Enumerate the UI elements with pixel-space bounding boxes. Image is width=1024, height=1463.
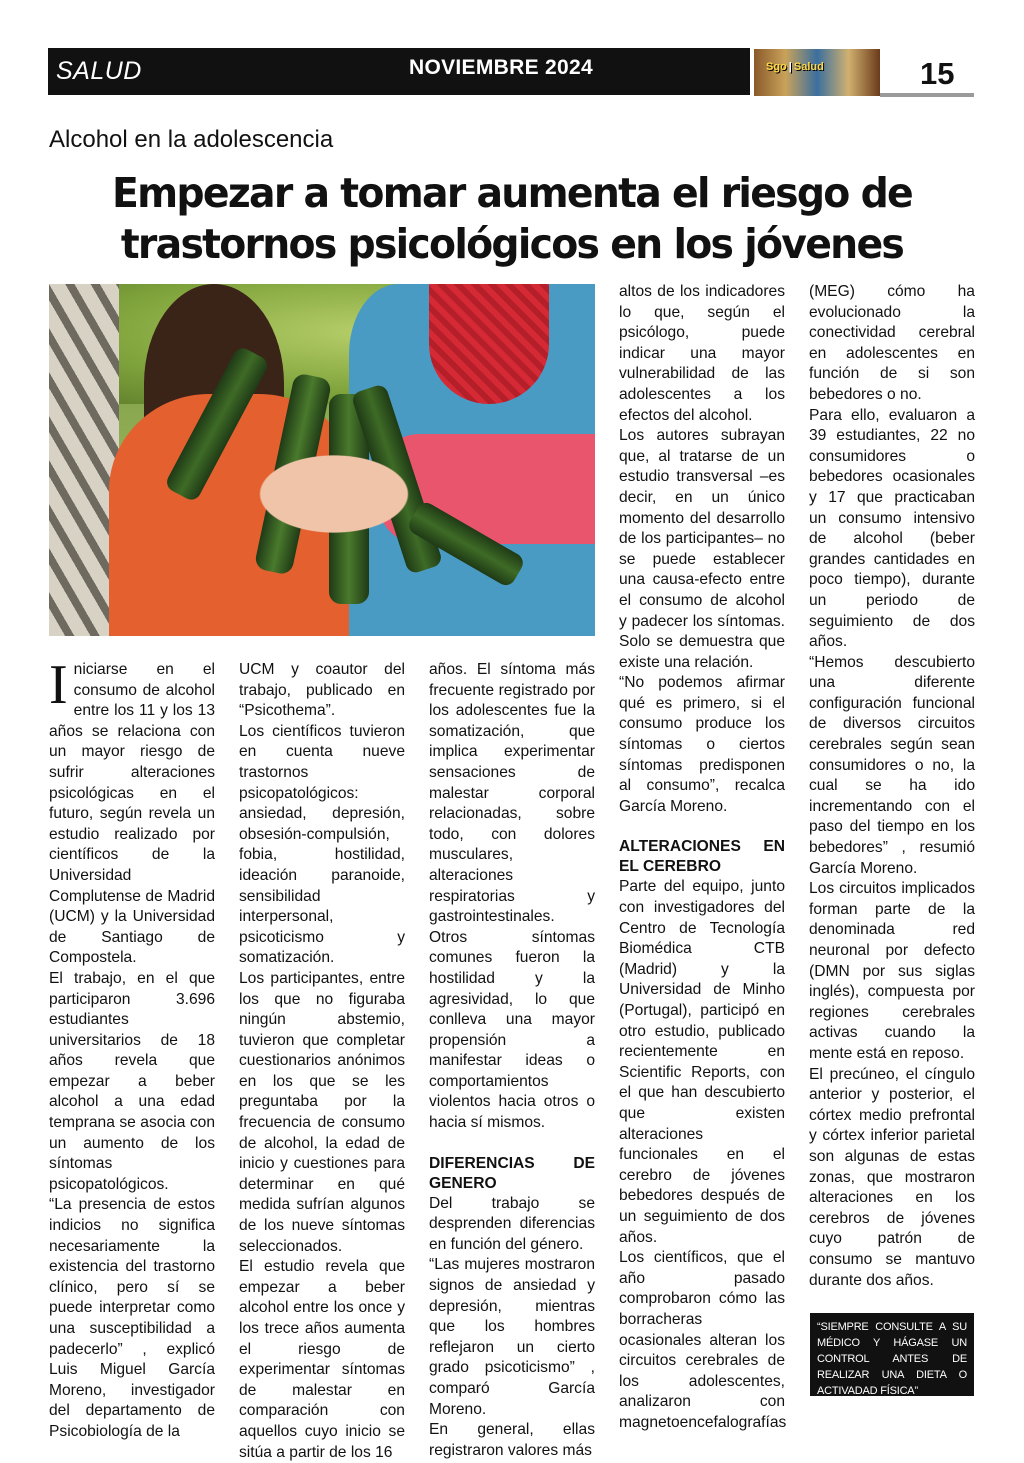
page-number: 15 (920, 56, 955, 91)
photo-hands (219, 434, 449, 554)
paragraph: El estudio revela que empezar a beber alcohol entre los once y los trece años aumenta el riesgo de experimentar síntomas de malestar en comparación con aquellos cuyo inicio se sitúa a partir de los 16 (239, 1258, 405, 1461)
paragraph: “Hemos descubierto una diferente configuración funcional de diversos circuitos cerebrales según sean consumidores o no, la cual se ha ido incrementando con el paso del tiempo en los bebedores” , resumió García Moreno. (809, 653, 975, 877)
headline-line-2: trastornos psicológicos en los jóvenes (120, 220, 904, 268)
article-column-5 (809, 282, 975, 1291)
drop-cap: I (49, 654, 68, 716)
paragraph: años. El síntoma más frecuente registrado por los adolescentes fue la somatización, que implica experimentar sensaciones de malestar corporal relacionadas, sobre todo, con dolores musculares, alteraciones respiratorias y gastrointestinales. (429, 661, 595, 926)
paragraph: “La presencia de estos indicios no significa necesariamente la existencia del trastorno clínico, pero sí se puede interpretar como una susceptibilidad a padecerlo” , explicó Luis Miguel García Moreno, investigador del departamento de Psicobiología de la (49, 1196, 215, 1440)
paragraph: Del trabajo se desprenden diferencias en función del género. (429, 1194, 595, 1253)
article-headline (78, 168, 946, 270)
header-bar (48, 48, 750, 95)
paragraph: Los científicos, que el año pasado comprobaron cómo las borracheras ocasionales alteran los circuitos cerebrales de los adolescentes, analizaron con magnetoencefalografías (619, 1249, 787, 1431)
article-column-1 (49, 654, 215, 1443)
issue-date: NOVIEMBRE 2024 (409, 56, 593, 79)
paragraph: Los circuitos implicados forman parte de la denominada red neuronal por defecto (DMN por sus siglas inglés), compuesta por regiones cerebrales activas cuando la mente está en reposo. (809, 880, 975, 1062)
publication-logo (754, 49, 880, 96)
paragraph: Los autores subrayan que, al tratarse de un estudio transversal –es decir, en un único momento del desarrollo de los participantes– no se puede establecer una causa-efecto entre el consumo de alcohol y padecer los síntomas. Solo se demuestra que existe una relación. (619, 427, 785, 671)
logo-text-left: Sgo (766, 61, 787, 73)
logo-separator: | (788, 61, 792, 73)
paragraph: Iniciarse en el consumo de alcohol entre los 11 y los 13 años se relaciona con un mayor riesgo de sufrir alteraciones psicológicas en el futuro, según revela un estudio realizado por científicos de la Universidad Complutense de Madrid (UCM) y la Universidad de Santiago de Compostela. (49, 654, 215, 967)
section-name: SALUD (56, 57, 142, 85)
paragraph: El precúneo, el cíngulo anterior y posterior, el córtex medio prefrontal y córtex inferior parietal son algunas de estas zonas, que mostraron alteraciones en los cerebros de jóvenes cuyo patrón de consumo se mantuvo durante dos años. (809, 1065, 975, 1289)
paragraph: altos de los indicadores lo que, según el psicólogo, puede indicar una mayor vulnerabilidad de las adolescentes a los efectos del alcohol. (619, 283, 785, 424)
paragraph: Los participantes, entre los que no figuraba ningún abstemio, tuvieron que completar cuestionarios anónimos en los que se les preguntaba por la frecuencia de consumo de alcohol, la edad de inicio y cuestiones para determinar en qué medida sufrían algunos de los nueve síntomas seleccionados. (239, 969, 405, 1255)
article-kicker: Alcohol en la adolescencia (49, 126, 334, 153)
logo-text-right: Salud (793, 61, 824, 73)
paragraph: Otros síntomas comunes fueron la hostilidad y la agresividad, lo que conlleva una mayor propensión a manifestar ideas o comportamientos violentos hacia otros o hacia sí mismos. (429, 928, 595, 1132)
article-column-4 (619, 282, 785, 1433)
logo-text (766, 61, 824, 73)
subheading: DIFERENCIAS DE GENERO (429, 1154, 595, 1192)
paragraph: UCM y coautor del trabajo, publicado en “Psicothema”. (239, 661, 405, 720)
article-column-3 (429, 660, 595, 1461)
health-notice-box: “SIEMPRE CONSULTE A SU MÉDICO Y HÁGASE UN CONTROL ANTES DE REALIZAR UNA DIETA O ACTIVADAD FÍSICA” (810, 1313, 974, 1396)
paragraph: Los científicos tuvieron en cuenta nueve trastornos psicopatológicos: ansiedad, depresión, obsesión-compulsión, fobia, hostilidad, ideación paranoide, sensibilidad interpersonal, psicoticismo y somatización. (239, 722, 405, 967)
headline-line-1: Empezar a tomar aumenta el riesgo de (111, 169, 913, 217)
paragraph: (MEG) cómo ha evolucionado la conectividad cerebral en adolescentes en función de si son bebedores o no. (809, 283, 975, 403)
article-photo (49, 284, 595, 636)
photo-red-top (429, 284, 549, 404)
paragraph: “No podemos afirmar qué es primero, si el consumo produce los síntomas o ciertos síntomas predisponen al consumo”, recalca García Moreno. (619, 674, 785, 815)
paragraph: Para ello, evaluaron a 39 estudiantes, 22 no consumidores o bebedores ocasionales y 17 que practicaban un consumo intensivo de alcohol (beber grandes cantidades en poco tiempo), durante un periodo de seguimiento de dos años. (809, 406, 975, 651)
article-column-2 (239, 660, 405, 1463)
paragraph: En general, ellas registraron valores más (429, 1421, 595, 1459)
paragraph: El trabajo, en el que participaron 3.696 estudiantes universitarios de 18 años revela que empezar a beber alcohol a una edad temprana se asocia con un aumento de los síntomas psicopatológicos. (49, 969, 215, 1193)
subheading: ALTERACIONES EN EL CEREBRO (619, 838, 785, 876)
paragraph: “Las mujeres mostraron signos de ansiedad y depresión, mientras que los hombres reflejaron un cierto grado psicoticismo” , comparó García Moreno. (429, 1256, 595, 1418)
header-rule (880, 93, 974, 97)
paragraph: Parte del equipo, junto con investigadores del Centro de Tecnología Biomédica CTB (Madrid) y la Universidad de Minho (Portugal), participó en otro estudio, publicado recientemente en Scientific Reports, con el que han descubierto que existen alteraciones funcionales en el cerebro de jóvenes bebedores después de un seguimiento de dos años. (619, 878, 785, 1246)
